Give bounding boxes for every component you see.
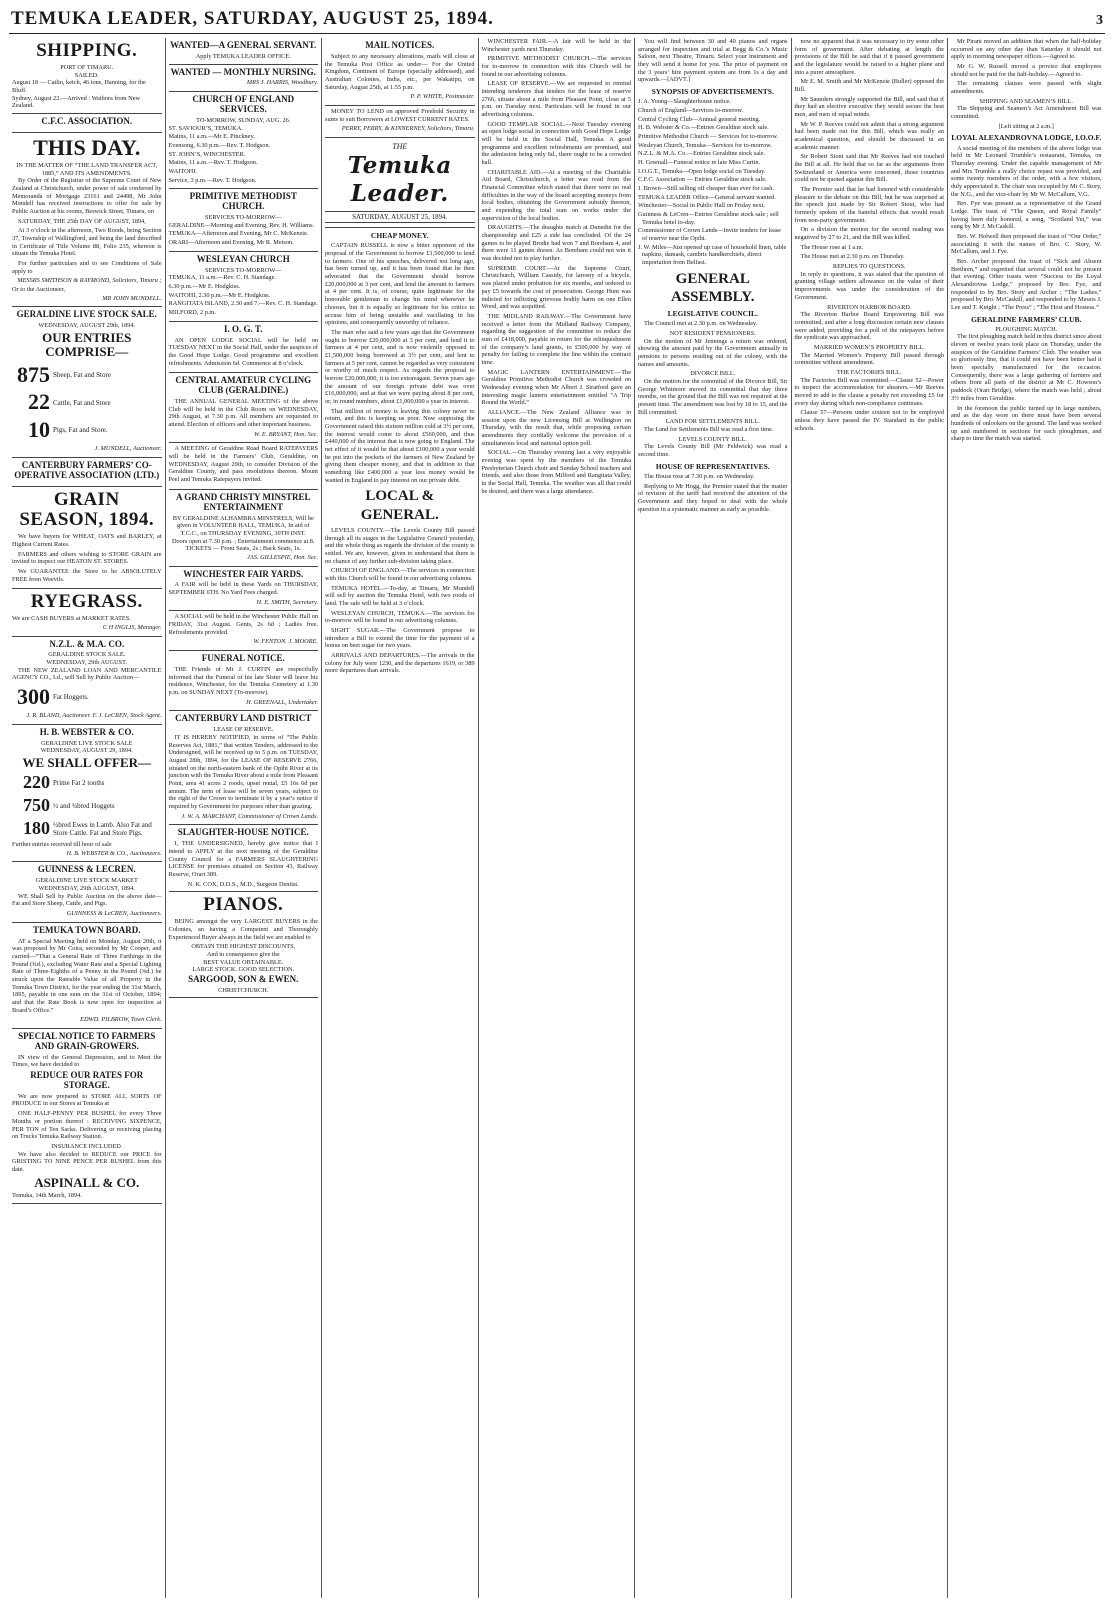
- slaughter-head: SLAUGHTER-HOUSE NOTICE.: [177, 827, 309, 838]
- entry-row: [12, 389, 162, 416]
- slaughter-body: I, THE UNDERSIGNED, hereby give notice that I intend to APPLY at the next meeting of the Geraldine County Council for a FARMERS SLAUGHTERING LICENSE for premises situated on Section 43, Railway Reserve, Orari 389.: [168, 840, 318, 878]
- cfc-head: C.F.C. ASSOCIATION.: [41, 115, 133, 126]
- lodge-p: Bro. W. Holwell then proposed the toast of “Our Order,” associating it with the names of Bro. C. Story, W. McCallum, and J. Fye.: [951, 232, 1102, 256]
- winchester-head: WINCHESTER FAIR YARDS.: [183, 568, 304, 579]
- synopsis-line: H. B. Webster & Co.—Entries Geraldine stock sale.: [638, 124, 769, 132]
- nzlma-head: N.Z.L. & M.A. CO.: [49, 638, 125, 649]
- club-p: The first ploughing match held in this district since about eleven or twelve years took place on Thursday, under the auspices of the Geraldine Farmers’ Club. The weather was so gloriously fine, that it could not have been better had it been specially manufactured for the occasion. Consequently, there was a large gathering of farmers and others from all parts of the district at Mr C. Howson’s paddock (Orari Bridge), where the match was held ; about 3½ miles from Geraldine.: [951, 333, 1102, 402]
- geraldine-sale-lead: OUR ENTRIES COMPRISE—: [42, 329, 132, 360]
- pianos-ad: [169, 892, 319, 998]
- wesleyan-line: TEMUKA, 11 a.m.—Rev. C. H. Standage.: [168, 274, 276, 282]
- entry-row: [12, 684, 162, 711]
- primitive-head: PRIMITIVE METHODIST CHURCH.: [189, 191, 297, 212]
- editorial-p2: The man who said a few years ago that the Government ought to borrow £20,000,000 at 3 per cent, and lend it to farmers at 4 per cent, and is now violently opposed to £1,500,000 being borrowed at 3½ per cent, and lent to farmers at 5 per cent, cannot be regarded as very consistent or worthy of much respect. As regards the proposal to borrow £20,000,000, it is too extravagant. Seven years ago the amount of our foreign private debt was over £16,000,000, and at that we were paying about 8 per cent, or, in round numbers, about £1,000,000 a year in interest.: [325, 328, 475, 405]
- shipping-arrived-line: Sydney, August 22.—Arrived : Waihora from New Zealand.: [12, 94, 141, 110]
- funeral-body: THE Friends of Mr J. CURTIN are respectfully informed that the Funeral of his late Sister will leave his residence, Winchester, for the Temuka Cemetery at 1.30 p.m. on SUNDAY NEXT (To-morrow).: [168, 666, 318, 697]
- local-p1: LEVELS COUNTY.—The Levels County Bill passed through all its stages in the Legislative Council yesterday, and the whole thing as regards the division of the county is settled. We are, however, given to understand that there is no chance of any further sub-division taking place.: [325, 526, 475, 565]
- winchester-fair: [169, 567, 319, 612]
- iogt-head: I. O. G. T.: [224, 323, 263, 334]
- ryegrass-head: RYEGRASS.: [30, 591, 143, 613]
- this-day-p2: At 3 o’clock in the afternoon, Two Roods, being Section 37, Township of Wallingford, and being the land described in Certificate of Title Volume 88, Folio 235, whereon is situate the Temuka Hotel.: [12, 227, 162, 258]
- wesleyan-line: WAITOHI, 2.30 p.m.—Mr E. Hodgkiss.: [168, 291, 271, 299]
- assembly-subhead: DIVORCE BILL.: [690, 370, 736, 378]
- this-day-body: [12, 177, 162, 302]
- assembly-p: The House rose at 7.30 p.m. on Wednesday.: [644, 472, 755, 480]
- nameplate-date: SATURDAY, AUGUST 25, 1894.: [325, 211, 475, 224]
- news-item: WINCHESTER FAIR.—A fair will be held in the Winchester yards next Thursday.: [481, 38, 631, 53]
- special-p1: IN view of the General Depression, and to Meet the Times, we have decided to: [12, 1053, 162, 1069]
- minstrel-entertainment: [169, 490, 319, 567]
- entry-text: Cattle, Fat and Store: [53, 398, 111, 407]
- mail-notices: [325, 38, 475, 106]
- pianos-sign: SARGOOD, SON & EWEN.: [188, 973, 299, 984]
- assembly-subhead: NOT RESIDENT PENSIONERS.: [669, 330, 756, 338]
- land-body: IT IS HEREBY NOTIFIED, in terms of “The Public Reserves Act, 1881,” that written Tenders, addressed to the Undersigned, will be received up to 5 p.m. on TUESDAY, August 28th, 1894, for the LEASE OF RESERVE 2766, situated on the north-eastern bank of the Opihi River at its junction with the Temuka River about a mile from Pleasant Point, area 41 acres 2 roods, upset rental, £5 16s 6d per annum. The term of lease will be seven years, subject to the right of the Crown to terminate it by a year’s notice if required by Government for purposes other than grazing.: [168, 733, 318, 811]
- ratepayers-meeting: [169, 443, 319, 489]
- editorial: [325, 231, 475, 484]
- editorial-p3: That million of money is leaving this colony never to return, and this is keeping us poor. Now supposing the Government raised this sixteen million cold at 3½ per cent, the interest would come to about £560,000, and thus £440,000 of the interest that is now going to England. The net effect of it would be that about £100,000 a year would be put into the pockets of the farmers of New Zealand by giving them cheaper money, and that in addition to that something like £400,000 a year less money would be wanted in England to pay interest on our private debt.: [325, 407, 475, 484]
- grain-season: [12, 487, 162, 590]
- editorial-p1: CAPTAIN RUSSELL is now a bitter opponent of the proposal of the Government to borrow £1,500,000 to lend to farmers. One of his speeches, delivered not long ago, has been turned up, and it has been found that he then advocated that the Government should borrow £20,000,000 at 3 per cent, and lend the amount to farmers at 4 per cent. It is, of course, quite legitimate for the honorable gentleman to change his mind whenever he chooses, but it is equally so legitimate for his critics to accuse him of being unstable and vacillating in his opinions, and consequently unworthy of reliance.: [325, 242, 475, 327]
- town-board: [12, 923, 162, 1029]
- church-line: Matins, 11 a.m.—Mr E. Pinckney.: [168, 133, 255, 141]
- cfc-association: [12, 114, 162, 133]
- column-1: [9, 38, 166, 1598]
- special-p3: We are now prepared to STORE ALL SORTS OF PRODUCE in our Stores at Temuka at: [12, 1092, 162, 1108]
- synopsis-line: H. Greenall—Funeral notice re late Miss Curtin.: [638, 158, 761, 166]
- debate-p: Sir Robert Stout said that Mr Reeves had not touched the Bill at all. He held that so far as the arguments from Switzerland or America were concerned, those countries could not be quoted against this Bill.: [794, 153, 944, 184]
- cycling-head: CENTRAL AMATEUR CYCLING CLUB (GERALDINE.): [175, 375, 312, 396]
- church-line: Matins, 11 a.m.—Rev. T. Hodgson.: [168, 159, 258, 167]
- lodge-p: A social meeting of the members of the above lodge was held in Mr Leonard Trumble’s restaurant, Temuka, on Thursday evening. Under the capable management of Mr and Mrs Trumble a really choice repast was provided, and some twenty members of the order, with a few visitors, duly appreciated it. The chair was occupied by Mr C. Story, the N.G., and the vice-chair by Mr W. McCallum, V.G.: [951, 144, 1102, 198]
- news-item: SOCIAL.—On Thursday evening last a very enjoyable evening was spent by the members of the Temuka Presbyterian Church choir and Sunday School teachers and friends, and also those from Milford and Rangitata Valley, in the Social Hall, Temuka. The weather was all that could be desired, and there was a large attendance.: [481, 449, 631, 495]
- pianos-head: PIANOS.: [203, 894, 284, 916]
- webster-lead: WE SHALL OFFER—: [22, 754, 152, 770]
- debate-p: Clause 57—Persons under sixteen not to be employed unless they have passed the IV. Standard in the public schools.: [794, 409, 944, 432]
- slaughter-house: [169, 825, 319, 892]
- entry-row: [12, 795, 162, 817]
- guinness-sub: GERALDINE LIVE STOCK MARKET: [35, 877, 138, 885]
- club-p: In the forenoon the public turned up in large numbers, and as the day wore on there must have been several hundreds of onlookers on the ground. The land was worked up and numbered in sections for each ploughman, and sharp to time the match was started.: [951, 404, 1102, 443]
- grain-head: GRAIN SEASON, 1894.: [19, 488, 155, 531]
- assembly-subhead: LAND FOR SETTLEMENTS BILL.: [665, 418, 760, 426]
- synopsis-line: J. W. Miles—Just opened up case of household linen, table napkins, damask, cambric handkerchiefs, direct importation from Belfast.: [638, 243, 787, 266]
- this-day-or: Or to the Auctioneer,: [12, 286, 65, 294]
- synopsis-line: Guinness & LeCren—Entries Geraldine stock sale ; sell Temuka hotel to-day.: [638, 210, 779, 226]
- entry-count: 220: [23, 772, 50, 793]
- primitive-line: TEMUKA—Afternoon and Evening, Mr C. McKenzie.: [168, 230, 309, 238]
- grain-p2: FARMERS and others wishing to STORE GRAIN are invited to inspect our HEATON ST. STORES.: [12, 550, 162, 566]
- webster-sale: [12, 725, 162, 863]
- this-day-date: SATURDAY, THE 25th DAY OF AUGUST, 1894,: [18, 217, 146, 225]
- entry-text: Pigs, Fat and Store.: [53, 426, 108, 435]
- wanted-servant-head: WANTED—A GENERAL SERVANT.: [170, 40, 317, 50]
- minstrel-tickets: TICKETS — Front Seats, 2s ; Back Seats, 1s.: [185, 545, 302, 553]
- debate-p: The House met at 2.30 p.m. on Thursday.: [800, 253, 905, 261]
- nzlma-sign: J. R. BLAND, Auctioneer. F. J. LeCREN, Stock Agent.: [26, 711, 162, 719]
- nameplate-the: THE: [392, 141, 408, 151]
- webster-head: H. B. WEBSTER & CO.: [39, 726, 134, 737]
- debate-p: In reply to questions, it was stated that the question of granting village settlers allowance on the value of their improvements was under the consideration of the Government.: [794, 270, 944, 301]
- special-p5: INSURANCE INCLUDED.: [51, 1142, 123, 1150]
- debate-subhead: REPLIES TO QUESTIONS.: [832, 263, 906, 271]
- synopsis-line: Commissioner of Crown Lands—Invite tenders for lease of reserve near the Opihi.: [638, 227, 782, 242]
- funeral-notice: [169, 651, 319, 711]
- lodge-head: LOYAL ALEXANDROVNA LODGE, I.O.O.F.: [951, 133, 1102, 143]
- entry-count: 750: [23, 795, 50, 816]
- nameplate-name: Temuka Leader.: [347, 151, 452, 207]
- synopsis-line: N.Z.L. & M.A. Co.—Entries Geraldine stock sale.: [638, 150, 766, 158]
- ratepayers-body: A MEETING of Geraldine Road Board RATEPAYERS will be held in the Farmers’ Club, Geraldine, on WEDNESDAY, August 29th, to consider Division of the Geraldine County, and pass resolutions thereon. Mount Peel and Temuka Ratepayers invited.: [168, 445, 318, 484]
- entry-count: 875: [17, 361, 50, 387]
- local-p2: CHURCH OF ENGLAND.—The services in connection with this Church will be found in our advertising columns.: [325, 567, 475, 582]
- debate-note: [Left sitting at 2 a.m.]: [998, 122, 1054, 130]
- geraldine-sale: [12, 307, 162, 457]
- special-head: SPECIAL NOTICE TO FARMERS AND GRAIN-GROWERS.: [18, 1030, 156, 1051]
- masthead: [9, 8, 1105, 32]
- column-4: [479, 38, 636, 1598]
- column-6: [792, 38, 949, 1598]
- column-3: [322, 38, 479, 1598]
- nzlma-date: WEDNESDAY, 29th AUGUST.: [46, 659, 128, 667]
- church-line: ST. SAVIOUR’S, TEMUKA.: [168, 124, 243, 132]
- funeral-head: FUNERAL NOTICE.: [201, 653, 285, 664]
- shipping-sailed: SAILED.: [74, 71, 99, 79]
- this-day-solicitors: MESSRS SMITHSON & RAYMOND, Solicitors, Timaru ;: [17, 277, 162, 285]
- grain-p1: We have buyers for WHEAT, OATS and BARLEY, at Highest Current Rates.: [12, 533, 162, 548]
- synopsis-line: J. Brown—Still selling off cheaper than ever for cash.: [638, 184, 774, 192]
- pianos-body: BEING amongst the very LARGEST BUYERS in the Colonies, an having a Competent and Thoroughly Experienced Buyer always in the field we are enabled to: [168, 918, 318, 941]
- special-p4: ONE HALF-PENNY PER BUSHEL for every Three Months or portion thereof : RECEIVING SIXPENCE, PER TON of Ten Sacks. Delivering or receiving placing on Trucks Temuka Railway Station.: [12, 1110, 162, 1141]
- pianos-news: You will find between 30 and 40 pianos and organs arranged for inspection and trial at Begg & Co.’s Music Saloon, next Theatre, Timaru. Select your instrument and they will send it home for you. The price of payment on the 3 years’ hire payment system are from 1s a day and upwards.—[ADVT.]: [638, 38, 788, 84]
- church-sub: TO-MORROW, SUNDAY, AUG. 26.: [196, 116, 291, 124]
- wesleyan-line: RANGITATA ISLAND, 2.30 and 7.—Rev. C. H. Standage.: [168, 300, 318, 308]
- minstrel-head: A GRAND CHRISTY MINSTREL ENTERTAINMENT: [176, 491, 311, 512]
- synopsis-line: Church of England—Services to-morrow.: [638, 106, 744, 114]
- wanted-servant-body: Apply TEMUKA LEADER OFFICE.: [195, 52, 291, 60]
- land-head: CANTERBURY LAND DISTRICT: [175, 713, 312, 724]
- guinness-sale: [12, 862, 162, 922]
- masthead-rule: [9, 33, 1105, 34]
- debate-p: Mr Saunders strongly supported the Bill, and said that if they had an elective executive they would secure the best men, and men of equal minds.: [794, 95, 944, 119]
- debate-p: The Premier said that he had listened with considerable pleasure to the debate on this Bill, but he was surprised at the speech just made by Sir Robert Stout, who had formerly spoken of the baneful effects that would result from non-party government.: [794, 186, 944, 224]
- ryegrass: [12, 589, 162, 636]
- special-notice: [12, 1029, 162, 1204]
- mail-sign: P. P. WHITE, Postmaster.: [410, 93, 475, 101]
- assembly-p: The Land for Settlements Bill was read a first time.: [644, 426, 774, 434]
- special-foot: Temuka, 14th March, 1894.: [12, 1191, 82, 1199]
- town-board-sign: EDWD. PILBROW, Town Clerk.: [80, 1016, 162, 1024]
- shipping-sailed-line: August 18 — Catlin, ketch, 46 tons, Hanning, for the Bluff.: [12, 79, 146, 94]
- wesleyan-head: WESLEYAN CHURCH: [196, 253, 290, 264]
- social-body: A SOCIAL will be held in the Winchester Public Hall on FRIDAY, 31st August. Gents, 2s 6d ; Ladies free. Refreshments provided.: [168, 613, 318, 636]
- news-item: CHARITABLE AID.—At a meeting of the Charitable Aid Board, Christchurch, a letter was read from the Financial Committee which stated that there were no real difficulties in the way of the board accepting moneys from local bodies, obtaining the Government subsidy thereon, and expending the total sum on works under the supervision of the local bodies.: [481, 168, 631, 222]
- pianos-line: BEST VALUE OBTAINABLE.: [203, 958, 284, 966]
- synopsis-line: I.O.G.T., Temuka—Open lodge social on Tuesday.: [638, 167, 766, 175]
- guinness-head: GUINNESS & LECREN.: [37, 864, 136, 875]
- debate-p: Mr Pirani moved an addition that when the half-holiday occurred on any other day than Saturday it should not apply to morning newspaper offices.—Agreed to.: [951, 38, 1102, 61]
- geraldine-sale-head: GERALDINE LIVE STOCK SALE.: [16, 309, 157, 320]
- debate-p: Mr E. M. Smith and Mr McKenzie (Buller) opposed the Bill.: [794, 78, 944, 94]
- grain-p3: We GUARANTEE the Store to be ABSOLUTELY FREE from Weevils.: [12, 567, 162, 583]
- page-title: TEMUKA LEADER, SATURDAY, AUGUST 25, 1894.: [11, 8, 494, 29]
- primitive-sub: SERVICES TO-MORROW—: [205, 214, 282, 222]
- church-line: ST. JOHN’S, WINCHESTER.: [168, 150, 246, 158]
- assembly-subhead: LEVELS COUNTY BILL.: [678, 435, 747, 443]
- debate-p: The remaining clauses were passed with slight amendments.: [951, 80, 1102, 96]
- land-district: [169, 711, 319, 825]
- mail-body: Subject to any necessary alterations, mails will close at the Temuka Post Office as under— For the United Kingdom, Continent of Europe (specially addressed), and Australian Colonies, India, etc., per Wakatipu, on Saturday, August 25th, at 1.55 p.m.: [325, 52, 475, 91]
- cycling-club: [169, 373, 319, 443]
- primitive-line: GERALDINE—Morning and Evening, Rev. H. Williams.: [168, 221, 315, 229]
- assembly-sub: LEGISLATIVE COUNCIL.: [667, 309, 758, 319]
- columns: [9, 38, 1105, 1598]
- debate-subhead: RIVERTON HARBOR BOARD.: [827, 303, 912, 311]
- pianos-line: OBTAIN THE HIGHEST DISCOUNTS,: [191, 943, 296, 951]
- pianos-line: LARGE STOCK. GOOD SELECTION.: [192, 966, 295, 974]
- local-general: [325, 487, 475, 675]
- ryegrass-body: We are CASH BUYERS at MARKET RATES.: [12, 615, 131, 623]
- debate-p: The Factories Bill was committed.—Clause 52—Power to inspect the accommodation for shearers.—Mr Reeves moved to add to the clause a penalty not exceeding £5 for every day during which non-compliance continues.: [794, 376, 944, 407]
- nzlma-body: THE NEW ZEALAND LOAN AND MERCANTILE AGENCY CO., Ld., will Sell by Public Auction—: [12, 666, 162, 682]
- page-number: 3: [1096, 13, 1103, 28]
- entry-text: ½ and ¾bred Hoggets: [53, 801, 115, 810]
- synopsis-line: Central Cycling Club—Annual general meeting.: [638, 115, 761, 123]
- this-day-sub: IN THE MATTER OF “THE LAND TRANSFER ACT, 1885,” AND ITS AMENDMENTS.: [16, 162, 158, 177]
- news-item: GOOD TEMPLAR SOCIAL.—Next Tuesday evening an open lodge social in connection with Good Hope Lodge will be held in the Social Hall, Temuka. A good programme and excellent refreshments are promised, and the admission being only 6d., there ought to be a crowded hall.: [481, 120, 631, 167]
- church-of-england: [169, 92, 319, 189]
- nameplate: [325, 138, 475, 228]
- nzlma-sale: [12, 637, 162, 725]
- synopsis-line: TEMUKA LEADER Office—General servant wanted.: [638, 193, 776, 201]
- town-board-head: TEMUKA TOWN BOARD.: [33, 924, 141, 935]
- local-p3: TEMUKA HOTEL.—To-day, at Timaru, Mr Mundell will sell by auction the Temuka Hotel, with two roods of land. The sale will be held at 3 o’clock.: [325, 584, 475, 607]
- news-item: ALLIANCE.—The New Zealand Alliance was in session upon the new Licensing Bill at Wellington on Thursday, with the result that, while proposing certain amendments they cordially welcome the provision of a simultaneous local and national option poll.: [481, 408, 631, 447]
- club-sub: PLOUGHING MATCH.: [995, 325, 1058, 333]
- wesleyan-line: 6.30 p.m.—Mr E. Hodgkiss.: [168, 282, 241, 290]
- column-7: [948, 38, 1105, 1598]
- land-sign: J. W. A. MARCHANT, Commissioner of Crown Lands.: [181, 812, 318, 820]
- lodge-p: Bro. Fye was present as a representative of the Grand Lodge. The toast of “The Queen, and Royal Family” having been duly honored, a song, “Scotland Yet,” was sung by Mr J. McCaskill.: [951, 200, 1102, 231]
- assembly-p: Replying to Mr Hogg, the Premier stated that the matter of revision of the tariff had received the attention of the Government and they hoped to deal with the whole question in a systematic manner as early as possible.: [638, 482, 788, 513]
- entry-row: [12, 772, 162, 794]
- debate-p: The Married Women’s Property Bill passed through committee without amendment.: [794, 351, 944, 367]
- column-5: [635, 38, 792, 1598]
- farmers-coop: [12, 458, 162, 487]
- entry-text: Prime Fat 2 tooths: [53, 778, 105, 787]
- entry-count: 180: [23, 818, 50, 839]
- entry-row: [12, 818, 162, 840]
- newspaper-page: [9, 8, 1105, 1608]
- wanted-servant: [169, 38, 319, 65]
- wesleyan-line: MILFORD, 2 p.m.: [168, 309, 216, 316]
- church-line: WAITOHI.: [168, 167, 197, 175]
- this-day-p1: By Order of the Registrar of the Supreme Court of New Zealand at Christchurch, under power of sale conferred by Memoranda of Mortgage 23161 and 24498, Mr John Mundell has received instructions to offer for sale by Public Auction at his rooms, Beswick Street, Timaru, on: [12, 177, 162, 216]
- social-sign: W. FENTON. J. MOORE.: [253, 638, 318, 646]
- local-p6: ARRIVALS AND DEPARTURES.—The arrivals in the colony for July were 1230, and the departures 1619, or 389 more departures than arrivals.: [325, 651, 475, 675]
- special-p2: REDUCE OUR RATES FOR STORAGE.: [30, 1070, 144, 1090]
- debate-p: now no apparent that it was necessary to try some other form of government. After debating at length the provisions of the Bill he said that if it passed government and the legislature would be raised to a higher plane and into a purer atmosphere.: [794, 38, 944, 76]
- entry-text: Fat Hoggets.: [53, 693, 89, 702]
- wanted-nursing: [169, 65, 319, 93]
- minstrel-doors: Doors open at 7.30 p.m. ; Entertainment commence at 8.: [171, 537, 315, 545]
- debate-subhead: THE FACTORIES BILL.: [836, 368, 902, 376]
- this-day-notice: [12, 133, 162, 308]
- special-p6: We have also decided to REDUCE our PRICE for GRISTING TO NINE PENCE PER BUSHEL from this date.: [12, 1150, 162, 1173]
- club-head: GERALDINE FARMERS’ CLUB.: [971, 314, 1082, 324]
- news-item: MAGIC LANTERN ENTERTAINMENT.—The Geraldine Primitive Methodist Church was crowded on Wednesday evening when Mr Albert J. Stratford gave an interesting magic lantern entertainment entitled “A Trip Round the World.”: [481, 368, 631, 407]
- debate-p: On a division the motion for the second reading was negatived by 27 to 21, and the Bill was killed.: [794, 226, 944, 242]
- minstrel-body: BY GERALDINE ALHAMBRA MINSTRELS, Will be given in VOLUNTEER HALL, TEMUKA, In aid of T.C.C., on THURSDAY EVENING, 30TH INST.: [172, 514, 314, 537]
- entry-row: [12, 362, 162, 389]
- pianos-line: And in consequence give the: [206, 950, 280, 958]
- entry-count: 300: [17, 684, 50, 710]
- synopsis-line: Wesleyan Church, Temuka—Services for to-morrow.: [638, 141, 772, 149]
- iogt-body: AN OPEN LODGE SOCIAL will be held on TUESDAY NEXT in the Social Hall, under the auspices of the Good Hope Lodge. Good programme and excellent refreshments. Admission 6d. Commence at 8 o’clock.: [168, 336, 318, 367]
- synopsis-line: C.F.C. Association — Entries Geraldine stock sale.: [638, 176, 767, 184]
- lodge-p: Bro. Archer proposed the toast of “Sick and Absent Brethren,” and regretted that several could not be present that evening. Other toasts were “Success to the Loyal Alexandrovna Lodge,” proposed by Bro. Fye, and responded to by Bro. Story and Archer ; “The Ladies,” proposed by Bro. McCaskill, and responded to by Messrs J. Lee and T. Knight ; “The Press” ; “The Host and Hostess.”: [951, 257, 1102, 311]
- winchester-sign: H. E. SMITH, Secretary.: [256, 598, 318, 606]
- guinness-date: WEDNESDAY, 29th AUGUST, 1894.: [38, 884, 135, 892]
- news-item: PRIMITIVE METHODIST CHURCH.—The services for to-morrow in connection with this Church will be found in our advertising columns.: [481, 55, 631, 78]
- winchester-body: A FAIR will be held in these Yards on THURSDAY, SEPTEMBER 6TH. No Yard Fees charged.: [168, 581, 318, 597]
- primitive-methodist: [169, 189, 319, 251]
- cycling-sign: W. E. BRYANT, Hon. Sec.: [254, 430, 318, 438]
- synopsis-head: SYNOPSIS OF ADVERTISEMENTS.: [651, 87, 774, 97]
- shipping-notice: [12, 38, 162, 114]
- entry-count: 22: [28, 389, 50, 415]
- news-item: LEASE OF RESERVE.—We are requested to remind intending tenderers that tenders for the lease of reserve 2766, situate about a mile from Pleasant Point, close at 5 p.m. on Tuesday next. Particulars will be found in our advertising columns.: [481, 80, 631, 119]
- column-2: [166, 38, 323, 1598]
- wanted-nursing-head: WANTED — MONTHLY NURSING.: [170, 66, 316, 77]
- assembly-p: On the motion of Mr Jennings a return was ordered, showing the amount paid by the Government annually in pensions to persons residing out of the colony, with the names and amounts.: [638, 337, 788, 368]
- entry-count: 10: [28, 417, 50, 443]
- synopsis-line: Primitive Methodist Church — Services for to-morrow.: [638, 132, 779, 140]
- geraldine-sale-sign: J. MUNDELL, Auctioneer.: [94, 445, 162, 453]
- geraldine-sale-date: WEDNESDAY, AUGUST 29th, 1894.: [38, 322, 136, 330]
- editorial-head: CHEAP MONEY.: [370, 231, 429, 241]
- money-sign: PERRY, PERRY, & KINNERNEY, Solicitors, Timaru.: [341, 125, 475, 133]
- synopsis-line: Winchester—Social in Public Hall on Friday next.: [638, 202, 765, 210]
- entry-text: ½bred Ewes in Lamb. Also Fat and Store Cattle. Fat and Store Pigs.: [53, 820, 152, 838]
- minstrel-sign: JAS. GILLESPIE, Hon. Sec.: [247, 553, 318, 561]
- local-head: LOCAL & GENERAL.: [360, 488, 439, 523]
- entry-text: Sheep, Fat and Store: [53, 370, 111, 379]
- debate-p: Mr G. W. Russell moved a proviso that employees should not be paid for the half-holiday.—Agreed to.: [951, 63, 1102, 78]
- shipping-port: PORT OF TIMARU.: [60, 63, 114, 71]
- church-head: CHURCH OF ENGLAND SERVICES.: [192, 94, 295, 115]
- cycling-body: THE ANNUAL GENERAL MEETING of the above Club will be held in the Club Room on WEDNESDAY, 29th August, at 7.30 p.m. All members are requested to attend. Election of officers and other important business.: [168, 398, 318, 429]
- wesleyan-church: [169, 252, 319, 322]
- nzlma-sub: GERALDINE STOCK SALE.: [48, 651, 126, 659]
- webster-sub: GERALDINE LIVE STOCK SALE: [41, 739, 133, 747]
- webster-sign: H. B. WEBSTER & CO., Auctioneers.: [66, 849, 162, 857]
- pianos-foot: CHRISTCHURCH.: [218, 986, 269, 994]
- wesleyan-sub: SERVICES TO-MORROW—: [205, 266, 282, 274]
- ryegrass-sign: C H INGLIS, Manager.: [102, 623, 162, 631]
- news-item: SUPREME COURT.—At the Supreme Court, Christchurch, William Cassidy, for larceny of a bicycle, was placed under probation for six months, and ordered to pay £5 towards the cost of prosecution. George Hunt was indicted for inflicting grievous bodily harm on one Ellen Wood, and was acquitted.: [481, 264, 631, 311]
- money-to-lend: [325, 106, 475, 138]
- debate-subhead: MARRIED WOMEN’S PROPERTY BILL.: [813, 343, 925, 351]
- debate-subhead: SHIPPING AND SEAMEN’S BILL.: [979, 97, 1073, 105]
- this-day-auctioneer: MR JOHN MUNDELL.: [102, 294, 162, 302]
- debate-p: The Riverton Harbor Board Empowering Bill was committed, and after a long discussion certain new clauses were added, providing for a poll of the ratepayers before the syndicate was approached.: [794, 311, 944, 342]
- assembly-p: On the motion for the committal of the Divorce Bill, Sir George Whitmore moved its committal that day three months, on the ground that the Bill was not required at the present time. The amendment was lost by 18 to 15, and the Bill committed.: [638, 378, 788, 416]
- webster-date: WEDNESDAY, AUGUST 29, 1894.: [40, 747, 133, 755]
- farmers-coop-head: CANTERBURY FARMERS’ CO-OPERATIVE ASSOCIATION (LTD.): [14, 459, 160, 480]
- mail-head: MAIL NOTICES.: [365, 40, 435, 50]
- land-sub: LEASE OF RESERVE.: [213, 726, 274, 734]
- town-board-body: AT a Special Meeting held on Monday, August 20th, it was proposed by Mr Coira, seconded by Mr Cooper, and carried—“That a General Rate of Three Farthings in the Pound (¾d.), excluding Water Rate and a Special Lighting Rate of Three-Eighths of a Penny in the Pound (⅜d.) be struck upon the Rateable Value of all Property in the Temuka Town District, for the year ending the 31st March, 1895, payable in one sum on the 31st of October, 1894; and that the Rate Book is now open for inspection at Board’s Office.”: [12, 937, 162, 1014]
- funeral-sign: H. GREENALL, Undertaker.: [246, 698, 318, 706]
- assembly-head: GENERAL ASSEMBLY.: [670, 270, 755, 305]
- slaughter-sign: N. K. COX, D.D.S., M.D., Surgeon Dentist.: [187, 880, 299, 888]
- entry-row: [12, 417, 162, 444]
- church-line: Service, 3 p.m.—Rev. T. Hodgson.: [168, 176, 257, 184]
- primitive-line: ORARI—Afternoon and Evening, Mr R. Metson.: [168, 239, 294, 247]
- wanted-nursing-sign: MRS J. HARRIS, Woodbury.: [246, 79, 318, 87]
- local-p4: WESLEYAN CHURCH, TEMUKA.—The services for to-morrow will be found in our advertising columns.: [325, 609, 475, 625]
- assembly-p: The Council met at 2.30 p.m. on Wednesday.: [644, 320, 758, 328]
- church-line: Evensong, 6.30 p.m.—Rev. T. Hodgson.: [168, 141, 271, 149]
- assembly-p: The Levels County Bill (Mr Feldwick) was read a second time.: [638, 443, 788, 459]
- shipping-head: SHIPPING.: [36, 40, 138, 61]
- this-day-p3: For further particulars and to see Conditions of Sale apply to: [12, 260, 162, 275]
- news-item: THE MIDLAND RAILWAY.—The Government have received a letter from the Midland Railway Company, regarding the suggestion of the committee to reduce the sum of £418,000, payable in return for the relinquishment of the company’s land grants, to £500,000 by way of penalty for failing to complete the line within the contract time.: [481, 312, 631, 366]
- debate-p: Mr W. P. Reeves could not admit that a strong argument had been made out for this Bill, which was really an academical question, and should be discussed in an academic manner.: [794, 120, 944, 151]
- synopsis-line: J. A. Young—Slaughterhouse notice.: [638, 98, 731, 106]
- iogt-notice: [169, 322, 319, 374]
- assembly-subhead: HOUSE OF REPRESENTATIVES.: [655, 461, 770, 471]
- grain-body: [12, 533, 162, 583]
- money-head: MONEY TO LEND on approved Freehold Security in sums to suit Borrowers at LOWEST CURRENT RATES.: [325, 107, 475, 123]
- guinness-sign: GUINNESS & LeCREN, Auctioneers.: [66, 909, 162, 917]
- guinness-body: WE Shall Sell by Public Auction on the above date— Fat and Store Sheep, Cattle, and Pigs.: [12, 892, 162, 908]
- local-p5: SIGHT SUGAR.—The Government propose to introduce a Bill to extend the time for the payment of a bonus on beet sugar for two years.: [325, 626, 475, 650]
- special-body: [12, 1054, 162, 1174]
- this-day-head: THIS DAY.: [33, 134, 141, 160]
- webster-foot: Further entries received till hour of sale: [12, 841, 112, 849]
- news-item: DRAUGHTS.—The draughts match at Dunedin for the championship and £25 a side has concluded. Of the 24 games to be played Brodie had won 7 and Boreham 4, and there were 11 games drawn. As Boreham could not win it was decided not to play further.: [481, 224, 631, 263]
- winchester-social: [169, 611, 319, 651]
- debate-p: The Shipping and Seamen’s Act Amendment Bill was committed.: [951, 105, 1102, 121]
- special-sign: ASPINALL & CO.: [34, 1174, 140, 1190]
- debate-p: The House rose at 1 a.m.: [800, 243, 864, 251]
